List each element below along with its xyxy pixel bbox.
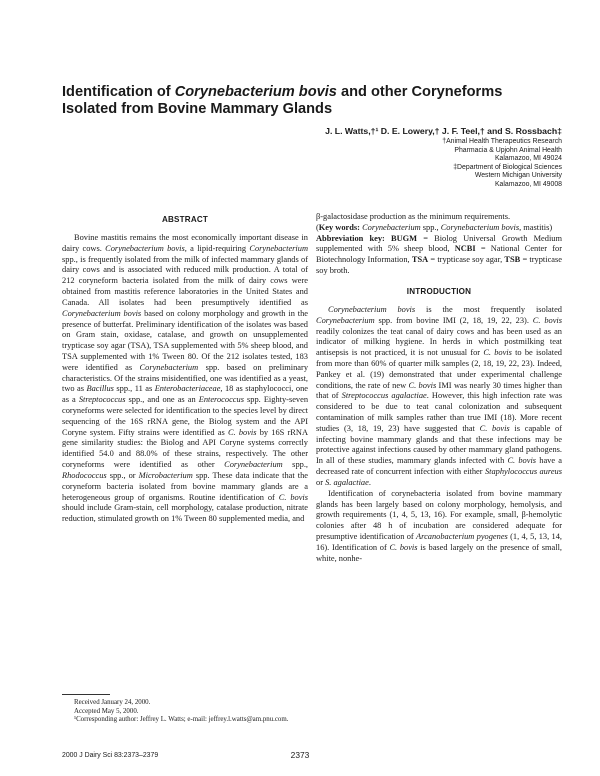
footnote-rule — [62, 694, 110, 695]
accepted-date: Accepted May 5, 2000. — [74, 707, 139, 715]
affiliation-line: Kalamazoo, MI 49024 — [494, 155, 562, 163]
footnotes — [62, 694, 308, 725]
journal-citation: 2000 J Dairy Sci 83:2373–2379 — [62, 752, 159, 759]
intro-paragraph-1: Corynebacterium bovis is the most frequently isolated Corynebacterium spp. from bovine IMI (2, 18, 19, 22, 23). C. bovis readily colonizes the teat canal of dairy cows and has been used as an indicator of milking hygiene. In herds in which postmilking teat antisepsis is not practiced, it is not unusual for C. bovis to be isolated from more than 60% of quarter milk samples (2, 18, 19, 22, 23). Indeed, Pankey et al. (19) demonstrated that under experimental challenge conditions, the rate of new C. bovis IMI was nearly 30 times higher than that of Streptococcus agalactiae. However, this high infection rate was considered to be due to teat canal colonization and subsequent contamination of milk samples rather than true IMI (18). More recent studies (3, 18, 19, 23) have suggested that C. bovis is capable of infecting bovine mammary glands and that these infections may be protective against infections caused by other mammary gland pathogens. In all of these studies, mammary glands infected with C. bovis have a decreased rate of concurrent infection with either Staphylococcus aureus or S. agalactiae. — [316, 304, 563, 487]
abstract-continued: β-galactosidase production as the minimum requirements. — [316, 212, 511, 221]
author-list: J. L. Watts,†¹ D. E. Lowery,† J. F. Teel,† and S. Rossbach‡ — [325, 126, 562, 136]
abbreviation-key: Abbreviation key: BUGM = Biolog Universal Growth Medium supplemented with 5% sheep blood, NCBI = National Center for Biotechnology Information, TSA = trypticase soy agar, TSB = trypticase soy broth. — [316, 233, 562, 276]
affiliation-line: Pharmacia & Upjohn Animal Health — [454, 146, 562, 154]
affiliation-line: Kalamazoo, MI 49008 — [494, 180, 562, 188]
keywords: (Key words: Corynebacterium spp., Corynebacterium bovis, mastitis) — [316, 222, 553, 232]
affiliation-line: †Animal Health Therapeutics Research — [442, 138, 562, 145]
title-text: Identification of — [62, 84, 175, 100]
corresponding-author: ¹Corresponding author: Jeffrey L. Watts; e-mail: jeffrey.l.watts@am.pnu.com. — [74, 716, 289, 723]
article-title — [62, 84, 542, 118]
intro-paragraph-2: Identification of corynebacteria isolated from bovine mammary glands has been largely based on colony morphology, hemolysis, and growth requirements (1, 4, 5, 13, 16). For example, small, β-hemolytic colonies after 48 h of incubation are considered adequate for presumptive identification of Arcanobacterium pyogenes (1, 4, 5, 13, 14, 16). Identification of C. bovis is based largely on the presence of small, white, nonhe- — [316, 488, 563, 563]
title-species: Corynebacterium bovis — [174, 84, 337, 100]
received-date: Received January 24, 2000. — [74, 699, 151, 706]
affiliation-line: Western Michigan University — [474, 172, 562, 180]
left-column — [62, 215, 308, 525]
page-number: 2373 — [290, 750, 310, 760]
affiliation-line: ‡Department of Biological Sciences — [453, 163, 562, 171]
right-column — [316, 212, 562, 564]
abstract-text: Bovine mastitis remains the most economically important disease in dairy cows. Corynebacterium bovis, a lipid-requiring Corynebacterium spp., is frequently isolated from the milk of infected mammary glands of dairy cows and is associated with reduced milk production. A total of 212 coryneform bacteria isolated from the milk of dairy cows were obtained from mastitis reference laboratories in the United States and Canada. All isolates had been presumptively identified as Corynebacterium bovis based on colony morphology and growth in the presence of butterfat. Preliminary identification of the isolates was based on Gram stain, oxidase, catalase, and growth on unsupplemented trypticase soy agar (TSA), TSA supplemented with 5% sheep blood, and TSA supplemented with 1% Tween 80. Of the 212 isolates tested, 183 were identified as Corynebacterium spp. based on preliminary characteristics. Of the strains misidentified, one was identified as a yeast, two as Bacillus spp., 11 as Enterobacteriaceae, 18 as staphylococci, one as a Streptococcus spp., and one as an Enterococcus spp. Eighty-seven coryneforms were selected for identification to the species level by direct sequencing of the 16S rRNA gene, the Biolog system and the API Coryne system. Fifty strains were identified as C. bovis by 16S rRNA gene similarity studies: the Biolog and API Coryne systems correctly identified 54.0 and 88.0% of these strains, respectively. The other coryneforms were identified as other Corynebacterium spp., Rhodococcus spp., or Microbacterium spp. These data indicate that the coryneform bacteria isolated from bovine mammary glands are a heterogeneous group of organisms. Routine identification of C. bovis should include Gram-stain, cell morphology, catalase production, nitrate reduction, stimulated growth on 1% Tween 80 supplemented media, and — [62, 233, 309, 524]
introduction-heading: INTRODUCTION — [406, 286, 472, 296]
affiliations — [300, 138, 562, 190]
title-text-end: and other Coryneforms Isolated from Bovine Mammary Glands — [62, 84, 503, 117]
abstract-heading: ABSTRACT — [161, 215, 209, 224]
